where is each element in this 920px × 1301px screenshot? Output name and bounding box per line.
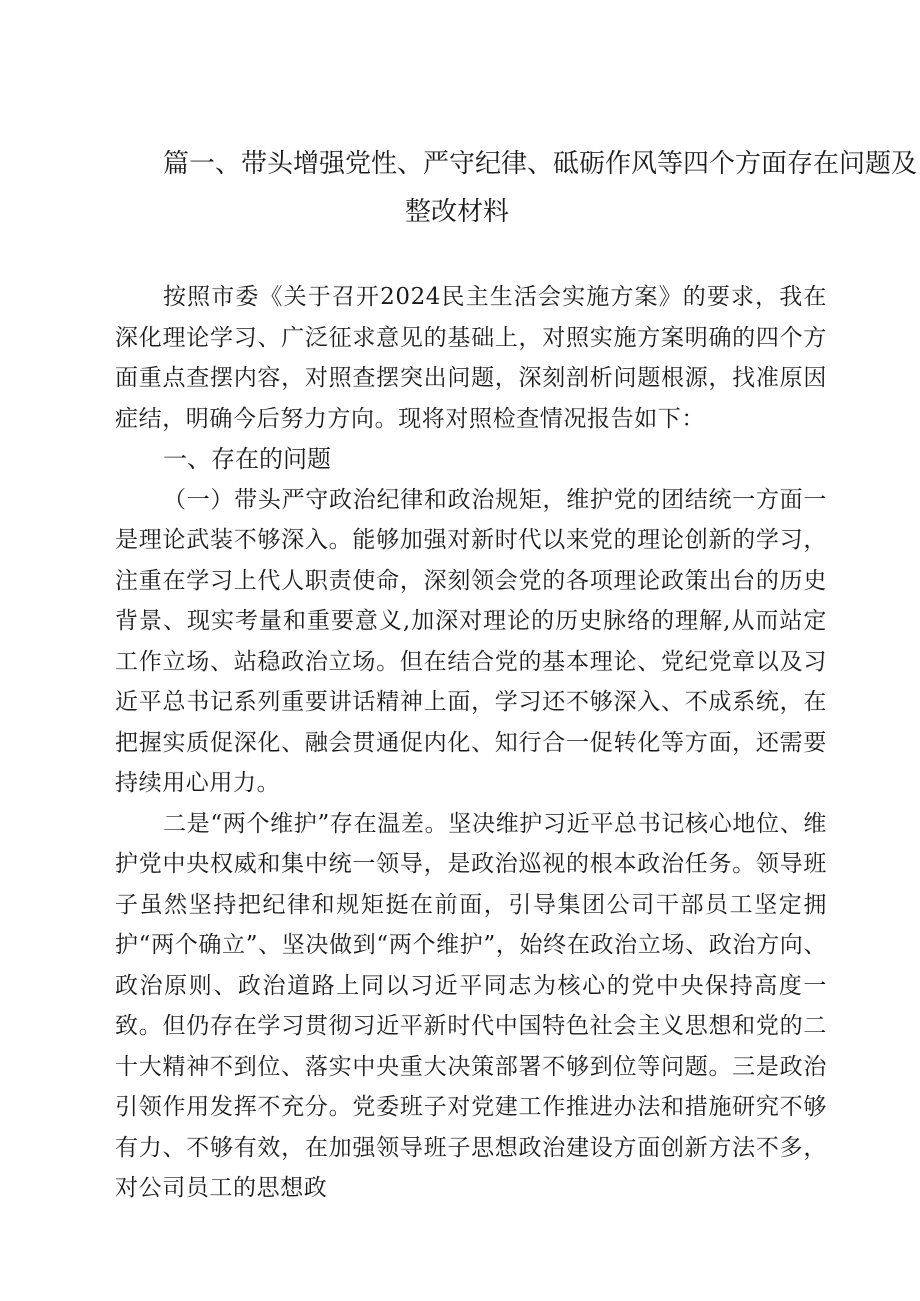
document-title <box>115 140 918 236</box>
title-line-1: 篇一、带头增强党性、严守纪律、砥砺作风等四个方面存在问题及 <box>163 149 918 179</box>
paragraph-political-discipline: （一）带头严守政治纪律和政治规矩，维护党的团结统一方面一是理论武装不够深入。能够加强对新时代以来党的理论创新的学习，注重在学习上代人职责使命，深刻领会党的各项理论政策出台的历史背景、现实考量和重要意义,加深对理论的历史脉络的理解,从而站定工作立场、站稳政治立场。但在结合党的基本理论、党纪党章以及习近平总书记系列重要讲话精神上面，学习还不够深入、不成系统，在把握实质促深化、融会贯通促内化、知行合一促转化等方面，还需要持续用心用力。 <box>115 486 827 796</box>
document-body <box>115 277 827 1209</box>
intro-paragraph: 按照市委《关于召开2024民主生活会实施方案》的要求，我在深化理论学习、广泛征求意见的基础上，对照实施方案明确的四个方面重点查摆内容，对照查摆突出问题，深刻剖析问题根源，找准原因症结，明确今后努力方向。现将对照检查情况报告如下： <box>115 284 827 432</box>
section-heading-problems: 一、存在的问题 <box>163 445 331 473</box>
title-line-2: 整改材料 <box>405 197 510 227</box>
paragraph-two-safeguards: 二是“两个维护”存在温差。坚决维护习近平总书记核心地位、维护党中央权威和集中统一领导，是政治巡视的根本政治任务。领导班子虽然坚持把纪律和规矩挺在前面，引导集团公司干部员工坚定拥护“两个确立”、坚决做到“两个维护”，始终在政治立场、政治方向、政治原则、政治道路上同以习近平同志为核心的党中央保持高度一致。但仍存在学习贯彻习近平新时代中国特色社会主义思想和党的二十大精神不到位、落实中央重大决策部署不够到位等问题。三是政治引领作用发挥不充分。党委班子对党建工作推进办法和措施研究不够有力、不够有效，在加强领导班子思想政治建设方面创新方法不多，对公司员工的思想政 <box>115 810 827 1201</box>
